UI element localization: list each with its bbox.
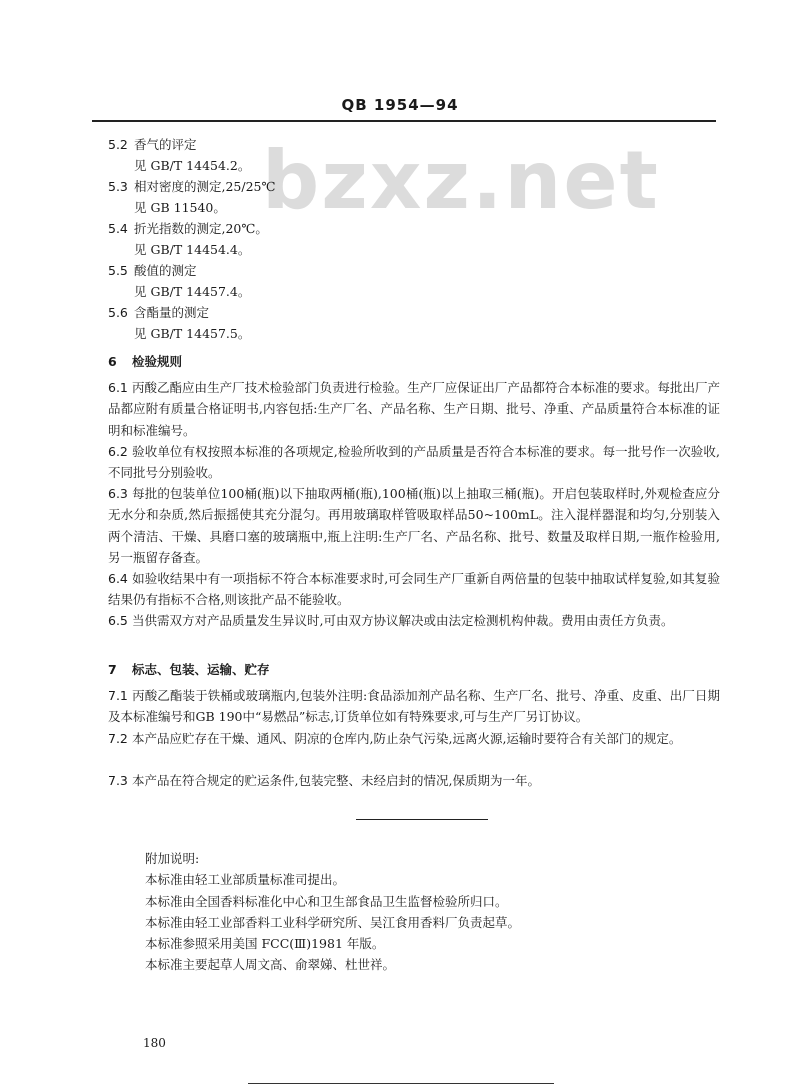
watermark: bzxz.net — [262, 134, 660, 227]
bottom-rule — [248, 1083, 554, 1084]
clause-7-2: 7.2 本产品应贮存在干燥、通风、阴凉的仓库内,防止杂气污染,远离火源,运输时要符合有关部门的规定。 — [108, 731, 682, 746]
notes-line: 本标准由全国香料标准化中心和卫生部食品卫生监督检验所归口。 — [145, 893, 508, 909]
clause-6-5: 6.5 当供需双方对产品质量发生异议时,可由双方协议解决或由法定检测机构仲裁。费用由责任方负责。 — [108, 613, 674, 628]
clause-5-2-title: 5.2 香气的评定 — [108, 137, 197, 152]
clause-5-5-title: 5.5 酸值的测定 — [108, 263, 197, 278]
clause-7-1: 7.1 丙酸乙酯装于铁桶或玻璃瓶内,包装外注明:食品添加剂产品名称、生产厂名、批号、净重、皮重、出厂日期及本标准编号和GB 190中“易燃品”标志,订货单位如有特殊要求,可与生产厂另订协议。 — [108, 688, 720, 725]
notes-line: 本标准由轻工业部香料工业科学研究所、吴江食用香料厂负责起草。 — [145, 914, 521, 930]
additional-notes — [145, 848, 520, 976]
page-number: 180 — [143, 1036, 166, 1050]
section-6-heading: 6 检验规则 — [108, 354, 183, 369]
notes-line: 本标准主要起草人周文高、俞翠娣、杜世祥。 — [145, 957, 396, 973]
clause-7-3: 7.3 本产品在符合规定的贮运条件,包装完整、未经启封的情况,保质期为一年。 — [108, 773, 540, 788]
clause-6-3: 6.3 每批的包装单位100桶(瓶)以下抽取两桶(瓶),100桶(瓶)以上抽取三桶(瓶)。开启包装取样时,外观检查应分无水分和杂质,然后振摇使其充分混匀。再用玻璃取样管吸取样品50~100mL。注入混样器混和均匀,分别装入两个清洁、干燥、具磨口塞的玻璃瓶中,瓶上注明:生产厂名、产品名称、批号、数量及取样日期,一瓶作检验用,另一瓶留存备查。 — [108, 486, 720, 565]
standard-code-header: QB 1954—94 — [341, 96, 459, 114]
section-divider — [356, 819, 488, 820]
clause-5-3-ref: 见 GB 11540。 — [134, 200, 226, 215]
clause-5-6-title: 5.6 含酯量的测定 — [108, 305, 210, 320]
clause-5-3-title: 5.3 相对密度的测定,25/25℃ — [108, 179, 276, 194]
clause-6-1: 6.1 丙酸乙酯应由生产厂技术检验部门负责进行检验。生产厂应保证出厂产品都符合本标准的要求。每批出厂产品都应附有质量合格证明书,内容包括:生产厂名、产品名称、生产日期、批号、净重、产品质量符合本标准的证明和标准编号。 — [108, 380, 720, 438]
section-7-heading: 7 标志、包装、运输、贮存 — [108, 662, 270, 677]
notes-line: 本标准由轻工业部质量标准司提出。 — [145, 872, 346, 888]
clause-5-5-ref: 见 GB/T 14457.4。 — [134, 284, 251, 299]
notes-line: 本标准参照采用美国 FCC(Ⅲ)1981 年版。 — [145, 936, 385, 952]
clause-5-2-ref: 见 GB/T 14454.2。 — [134, 158, 251, 173]
notes-title: 附加说明: — [145, 851, 200, 866]
clause-5-4-ref: 见 GB/T 14454.4。 — [134, 242, 251, 257]
clause-6-2: 6.2 验收单位有权按照本标准的各项规定,检验所收到的产品质量是否符合本标准的要求。每一批号作一次验收,不同批号分别验收。 — [108, 444, 720, 481]
header-rule — [92, 120, 716, 122]
clause-6-4: 6.4 如验收结果中有一项指标不符合本标准要求时,可会同生产厂重新自两倍量的包装中抽取试样复验,如其复验结果仍有指标不合格,则该批产品不能验收。 — [108, 571, 720, 608]
clause-5-6-ref: 见 GB/T 14457.5。 — [134, 326, 251, 341]
clause-5-4-title: 5.4 折光指数的测定,20℃。 — [108, 221, 268, 236]
